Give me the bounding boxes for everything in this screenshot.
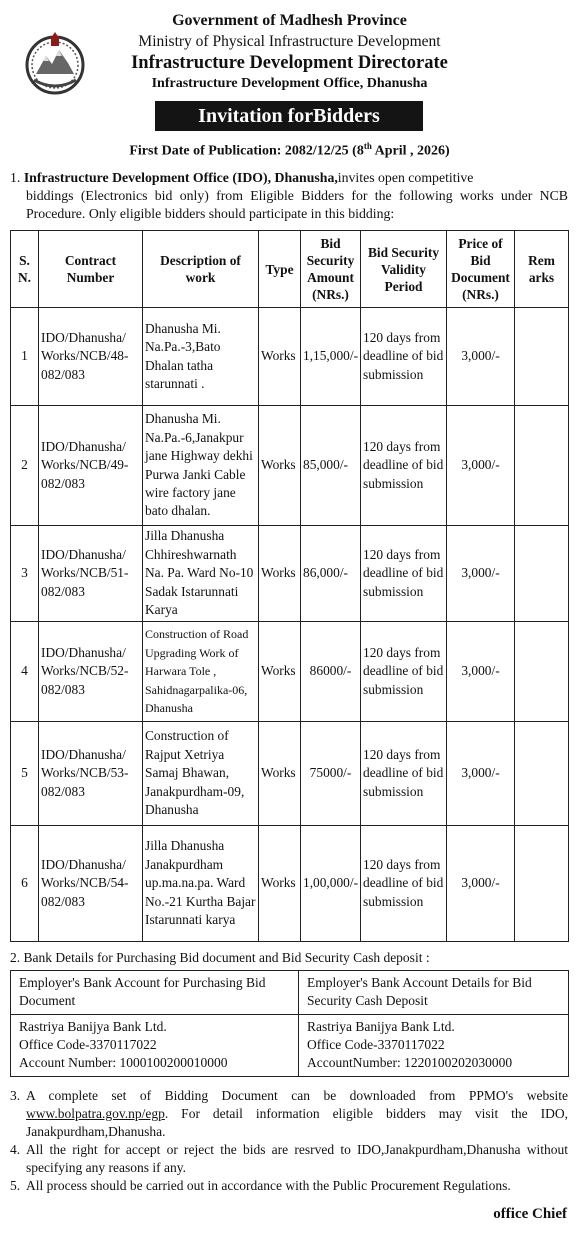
cell-contract: IDO/Dhanusha/ Works/NCB/52-082/083 xyxy=(39,622,143,722)
cell-validity: 120 days from deadline of bid submission xyxy=(361,826,447,942)
cell-description: Jilla Dhanusha Chhireshwarnath Na. Pa. Ward No-10 Sadak Istarunnati Karya xyxy=(143,526,259,622)
table-row xyxy=(11,526,569,622)
cell-sn: 3 xyxy=(11,526,39,622)
cell-amount: 75000/- xyxy=(301,722,361,826)
cell-price: 3,000/- xyxy=(447,826,515,942)
bank-right-account: AccountNumber: 1220100202030000 xyxy=(307,1055,513,1070)
bank-left-name: Rastriya Banijya Bank Ltd. xyxy=(19,1019,167,1034)
list-item: 4. All the right for accept or reject the bids are resrved to IDO,Janakpurdham,Dhanusha without specifying any reasons if any. xyxy=(10,1142,568,1175)
col-header-validity: Bid Security Validity Period xyxy=(361,231,447,308)
header-office: Infrastructure Development Office, Dhanusha xyxy=(151,76,428,91)
bid-works-table xyxy=(10,230,569,942)
cell-validity: 120 days from deadline of bid submission xyxy=(361,526,447,622)
table-header-row xyxy=(11,231,569,308)
col-header-amount: Bid Security Amount (NRs.) xyxy=(301,231,361,308)
cell-validity: 120 days from deadline of bid submission xyxy=(361,622,447,722)
cell-remarks xyxy=(515,722,569,826)
cell-sn: 4 xyxy=(11,622,39,722)
cell-description: Dhanusha Mi. Na.Pa.-3,Bato Dhalan tatha starunnati . xyxy=(143,308,259,406)
cell-price: 3,000/- xyxy=(447,406,515,526)
cell-amount: 1,00,000/- xyxy=(301,826,361,942)
cell-amount: 86000/- xyxy=(301,622,361,722)
publication-date: First Date of Publication: 2082/12/25 (8th April , 2026) xyxy=(129,141,450,159)
bank-details-heading: 2. Bank Details for Purchasing Bid document and Bid Security Cash deposit : xyxy=(10,950,430,965)
cell-contract: IDO/Dhanusha/ Works/NCB/54-082/083 xyxy=(39,826,143,942)
cell-remarks xyxy=(515,406,569,526)
bank-left-title: Employer's Bank Account for Purchasing Bid Document xyxy=(11,971,299,1015)
bank-right-details xyxy=(299,1015,569,1077)
cell-validity: 120 days from deadline of bid submission xyxy=(361,722,447,826)
cell-sn: 6 xyxy=(11,826,39,942)
cell-type: Works xyxy=(259,526,301,622)
col-header-price: Price of Bid Document (NRs.) xyxy=(447,231,515,308)
signature-office-chief: office Chief xyxy=(493,1206,567,1222)
cell-remarks xyxy=(515,526,569,622)
bank-details-table xyxy=(10,970,569,1077)
list-item: 5. All process should be carried out in accordance with the Public Procurement Regulations. xyxy=(10,1178,511,1193)
cell-contract: IDO/Dhanusha/ Works/NCB/48-082/083 xyxy=(39,308,143,406)
cell-remarks xyxy=(515,622,569,722)
cell-description: Jilla Dhanusha Janakpurdham up.ma.na.pa. Ward No.-21 Kurtha Bajar Istarunnati karya xyxy=(143,826,259,942)
cell-type: Works xyxy=(259,308,301,406)
cell-remarks xyxy=(515,308,569,406)
table-row xyxy=(11,308,569,406)
cell-contract: IDO/Dhanusha/ Works/NCB/49-082/083 xyxy=(39,406,143,526)
bank-details-row xyxy=(11,1015,569,1077)
cell-type: Works xyxy=(259,622,301,722)
table-row xyxy=(11,722,569,826)
cell-contract: IDO/Dhanusha/ Works/NCB/51-082/083 xyxy=(39,526,143,622)
bank-title-row xyxy=(11,971,569,1015)
bank-right-office-code: Office Code-3370117022 xyxy=(307,1037,445,1052)
notes-list xyxy=(10,1087,568,1195)
cell-type: Works xyxy=(259,406,301,526)
col-header-description: Description of work xyxy=(143,231,259,308)
cell-validity: 120 days from deadline of bid submission xyxy=(361,406,447,526)
col-header-sn: S. N. xyxy=(11,231,39,308)
table-row xyxy=(11,406,569,526)
notice-title-banner: Invitation forBidders xyxy=(155,101,423,131)
header-government: Government of Madhesh Province xyxy=(172,12,407,29)
col-header-remarks: Rem arks xyxy=(515,231,569,308)
cell-sn: 2 xyxy=(11,406,39,526)
cell-description: Dhanusha Mi. Na.Pa.-6,Janakpur jane Highway dekhi Purwa Janki Cable wire factory jane bato dhalan. xyxy=(143,406,259,526)
intro-paragraph: 1. Infrastructure Development Office (IDO), Dhanusha,invites open competitive biddings (Electronics bid only) from Eligible Bidders for the following works under NCB Procedure. Only eligible bidders should participate in this bidding: xyxy=(10,170,568,221)
bank-right-title: Employer's Bank Account Details for Bid Security Cash Deposit xyxy=(299,971,569,1015)
cell-amount: 85,000/- xyxy=(301,406,361,526)
cell-amount: 86,000/- xyxy=(301,526,361,622)
cell-type: Works xyxy=(259,722,301,826)
cell-price: 3,000/- xyxy=(447,526,515,622)
bank-left-account: Account Number: 1000100200010000 xyxy=(19,1055,228,1070)
header-ministry: Ministry of Physical Infrastructure Development xyxy=(138,33,441,50)
list-item: 3. A complete set of Bidding Document can be downloaded from PPMO's website www.bolpatra.gov.np/egp. For detail information eligible bidders may visit the IDO, Janakpurdham,Dhanusha. xyxy=(10,1088,568,1139)
cell-sn: 1 xyxy=(11,308,39,406)
cell-description: Construction of Rajput Xetriya Samaj Bhawan, Janakpurdham-09, Dhanusha xyxy=(143,722,259,826)
cell-sn: 5 xyxy=(11,722,39,826)
cell-description: Construction of Road Upgrading Work of Harwara Tole , Sahidnagarpalika-06, Dhanusha xyxy=(143,622,259,722)
cell-price: 3,000/- xyxy=(447,622,515,722)
cell-remarks xyxy=(515,826,569,942)
bank-left-office-code: Office Code-3370117022 xyxy=(19,1037,157,1052)
bolpatra-link[interactable]: www.bolpatra.gov.np/egp xyxy=(26,1106,165,1121)
header-directorate: Infrastructure Development Directorate xyxy=(131,53,448,73)
table-row xyxy=(11,826,569,942)
col-header-contract: Contract Number xyxy=(39,231,143,308)
bank-right-name: Rastriya Banijya Bank Ltd. xyxy=(307,1019,455,1034)
cell-validity: 120 days from deadline of bid submission xyxy=(361,308,447,406)
cell-type: Works xyxy=(259,826,301,942)
cell-price: 3,000/- xyxy=(447,722,515,826)
cell-amount: 1,15,000/- xyxy=(301,308,361,406)
cell-price: 3,000/- xyxy=(447,308,515,406)
cell-contract: IDO/Dhanusha/ Works/NCB/53-082/083 xyxy=(39,722,143,826)
col-header-type: Type xyxy=(259,231,301,308)
bank-left-details xyxy=(11,1015,299,1077)
table-row xyxy=(11,622,569,722)
